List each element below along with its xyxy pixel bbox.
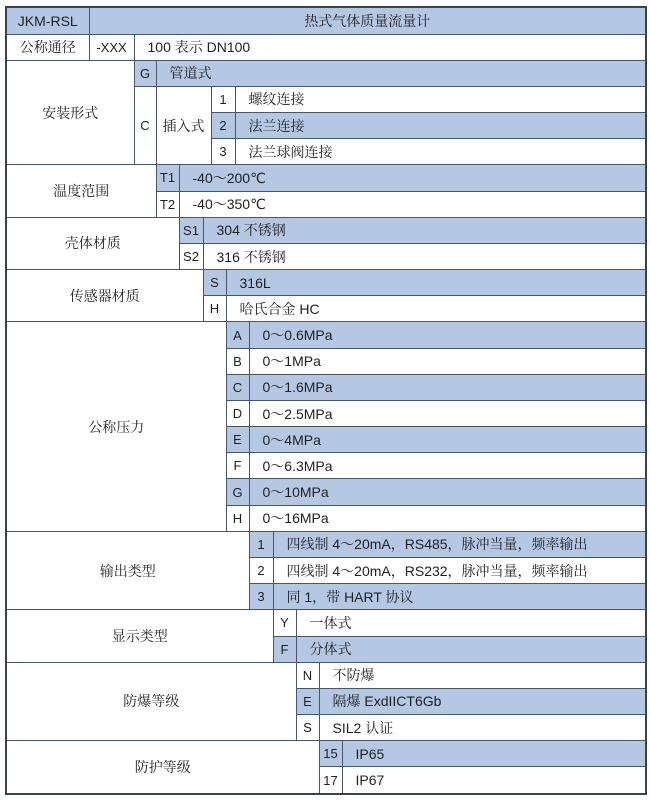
pressure-option-code: F [226, 453, 249, 479]
pressure-option-code: D [226, 400, 249, 426]
output-option-desc: 同 1，带 HART 协议 [273, 584, 646, 610]
table-row [6, 662, 646, 688]
sensor-option-code: H [203, 296, 226, 322]
insert-option-code: 2 [211, 113, 235, 139]
pressure-option-code: C [226, 374, 249, 400]
pressure-option-desc: 0～16MPa [249, 505, 646, 531]
pressure-option-desc: 0～0.6MPa [249, 322, 646, 348]
housing-section-label: 壳体材质 [6, 217, 179, 269]
table-row [6, 60, 646, 86]
pressure-option-desc: 0～6.3MPa [249, 453, 646, 479]
install-section-label: 安装形式 [6, 60, 134, 165]
output-section-label: 输出类型 [6, 531, 249, 610]
protection-option-code: 17 [319, 767, 342, 794]
table-row [6, 34, 646, 60]
housing-option-code: S1 [179, 217, 203, 243]
temperature-section-label: 温度范围 [6, 165, 156, 217]
model-selection-table [5, 6, 647, 795]
explosion-section-label: 防爆等级 [6, 662, 296, 741]
protection-section-label: 防护等级 [6, 741, 319, 794]
insert-option-code: 1 [211, 86, 235, 112]
display-option-desc: 分体式 [296, 636, 646, 662]
display-option-desc: 一体式 [296, 610, 646, 636]
explosion-option-desc: 隔爆 ExdIICT6Gb [319, 688, 646, 714]
housing-option-desc: 304 不锈钢 [203, 217, 646, 243]
table-row [6, 741, 646, 767]
protection-option-code: 15 [319, 741, 342, 767]
pressure-option-desc: 0～1MPa [249, 348, 646, 374]
pressure-option-code: A [226, 322, 249, 348]
pressure-option-code: E [226, 427, 249, 453]
insert-option-desc: 法兰连接 [235, 113, 646, 139]
pressure-option-desc: 0～10MPa [249, 479, 646, 505]
protection-option-desc: IP65 [342, 741, 646, 767]
temperature-option-code: T2 [156, 191, 179, 217]
model-code-cell: JKM-RSL [6, 7, 89, 34]
display-option-code: F [273, 636, 296, 662]
sensor-option-desc: 316L [226, 270, 646, 296]
protection-option-desc: IP67 [342, 767, 646, 794]
pressure-option-code: G [226, 479, 249, 505]
table-row [6, 270, 646, 296]
pressure-option-desc: 0～1.6MPa [249, 374, 646, 400]
install-insert-label-cell: 插入式 [156, 86, 211, 165]
pressure-section-label: 公称压力 [6, 322, 226, 531]
insert-option-code: 3 [211, 139, 235, 165]
table-row [6, 165, 646, 191]
diameter-code-cell: -XXX [89, 34, 134, 60]
install-pipe-code-cell: G [134, 60, 156, 86]
sensor-option-code: S [203, 270, 226, 296]
display-option-code: Y [273, 610, 296, 636]
display-section-label: 显示类型 [6, 610, 273, 662]
explosion-option-desc: 不防爆 [319, 662, 646, 688]
table-row [6, 531, 646, 557]
explosion-option-code: E [296, 688, 319, 714]
insert-option-desc: 螺纹连接 [235, 86, 646, 112]
temperature-option-desc: -40～350℃ [179, 191, 646, 217]
explosion-option-code: N [296, 662, 319, 688]
explosion-option-code: S [296, 715, 319, 741]
diameter-desc-cell: 100 表示 DN100 [134, 34, 646, 60]
insert-option-desc: 法兰球阀连接 [235, 139, 646, 165]
table-row [6, 610, 646, 636]
explosion-option-desc: SIL2 认证 [319, 715, 646, 741]
table-row [6, 322, 646, 348]
temperature-option-code: T1 [156, 165, 179, 191]
output-option-code: 2 [249, 557, 273, 583]
housing-option-desc: 316 不锈钢 [203, 243, 646, 269]
install-insert-code-cell: C [134, 86, 156, 165]
diameter-section-label: 公称通径 [6, 34, 89, 60]
sensor-option-desc: 哈氏合金 HC [226, 296, 646, 322]
install-pipe-desc-cell: 管道式 [156, 60, 646, 86]
table-row [6, 7, 646, 34]
housing-option-code: S2 [179, 243, 203, 269]
pressure-option-code: H [226, 505, 249, 531]
sensor-section-label: 传感器材质 [6, 270, 203, 322]
product-title-cell: 热式气体质量流量计 [89, 7, 646, 34]
output-option-desc: 四线制 4～20mA，RS232，脉冲当量，频率输出 [273, 557, 646, 583]
pressure-option-desc: 0～2.5MPa [249, 400, 646, 426]
pressure-option-code: B [226, 348, 249, 374]
table-row [6, 217, 646, 243]
output-option-desc: 四线制 4～20mA，RS485，脉冲当量，频率输出 [273, 531, 646, 557]
pressure-option-desc: 0～4MPa [249, 427, 646, 453]
output-option-code: 1 [249, 531, 273, 557]
temperature-option-desc: -40～200℃ [179, 165, 646, 191]
output-option-code: 3 [249, 584, 273, 610]
